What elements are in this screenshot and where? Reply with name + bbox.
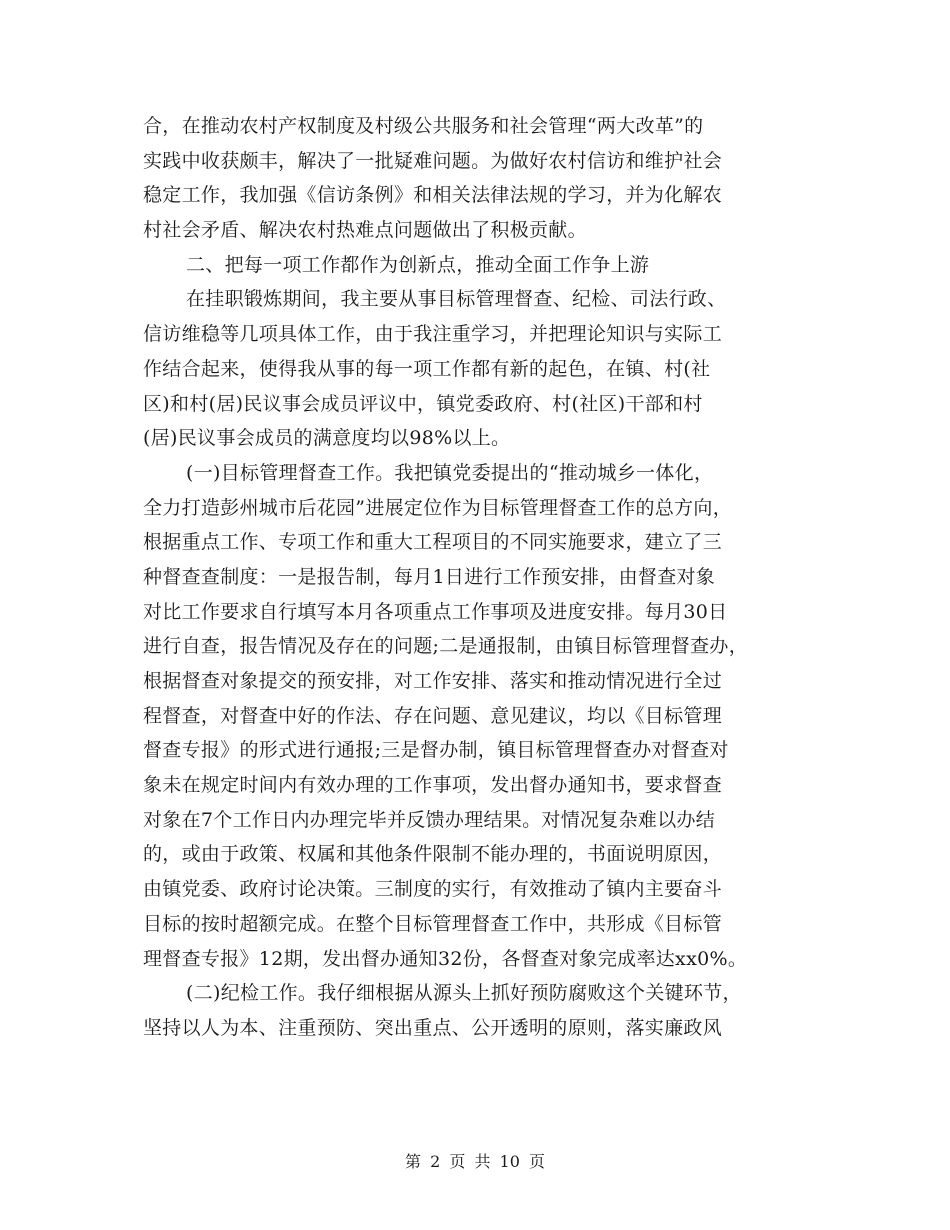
text-line: 实践中收获颇丰，解决了一批疑难问题。为做好农村信访和维护社会 [143,149,723,172]
text-line: 坚持以人为本、注重预防、突出重点、公开透明的原则，落实廉政风 [143,1016,723,1039]
text-line: 村社会矛盾、解决农村热难点问题做出了积极贡献。 [143,219,587,242]
text-line: 在挂职锻炼期间，我主要从事目标管理督查、纪检、司法行政、 [186,288,727,311]
text-line: 区)和村(居)民议事会成员评议中，镇党委政府、村(社区)干部和村 [143,392,703,415]
page-number-footer: 第 2 页 共 10 页 [405,1152,545,1171]
section-heading: 二、把每一项工作都作为创新点，推动全面工作争上游 [186,253,650,276]
text-line: 对象在7个工作日内办理完毕并反馈办理结果。对情况复杂难以办结 [143,808,716,831]
text-line: 理督查专报》12期，发出督办通知32份，各督查对象完成率达xx0%。 [143,947,748,970]
text-line: 根据督查对象提交的预安排，对工作安排、落实和推动情况进行全过 [143,670,723,692]
text-line: 程督查，对督查中好的作法、存在问题、意见建议，均以《目标管理 [143,704,723,727]
text-line: 作结合起来，使得我从事的每一项工作都有新的起色，在镇、村(社 [143,357,711,380]
body-text [143,109,843,1046]
text-line: 种督查查制度：一是报告制，每月1日进行工作预安排，由督查对象 [143,565,716,588]
text-line: (居)民议事会成员的满意度均以98%以上。 [143,427,511,450]
text-line: 合，在推动农村产权制度及村级公共服务和社会管理“两大改革”的 [143,115,704,137]
text-line: (一)目标管理督查工作。我把镇党委提出的“推动城乡一体化， [186,461,714,484]
text-line: 对比工作要求自行填写本月各项重点工作事项及进度安排。每月30日 [143,600,728,623]
text-line: 的，或由于政策、权属和其他条件限制不能办理的，书面说明原因， [143,843,723,866]
text-line: 稳定工作，我加强《信访条例》和相关法律法规的学习，并为化解农 [143,184,723,207]
text-line: 根据重点工作、专项工作和重大工程项目的不同实施要求，建立了三 [143,531,723,554]
text-line: 信访维稳等几项具体工作，由于我注重学习，并把理论知识与实际工 [143,323,723,346]
text-line: 督查专报》的形式进行通报;三是督办制，镇目标管理督查办对督查对 [143,739,729,762]
text-line: 象未在规定时间内有效办理的工作事项，发出督办通知书，要求督查 [143,774,723,797]
text-line: 由镇党委、政府讨论决策。三制度的实行，有效推动了镇内主要奋斗 [143,878,723,901]
text-line: 目标的按时超额完成。在整个目标管理督查工作中，共形成《目标管 [143,912,723,935]
text-line: 进行自查，报告情况及存在的问题;二是通报制，由镇目标管理督查办， [143,635,749,658]
text-line: 全力打造彭州城市后花园”进展定位作为目标管理督查工作的总方向， [143,496,733,519]
text-line: (二)纪检工作。我仔细根据从源头上抓好预防腐败这个关键环节， [186,982,742,1005]
